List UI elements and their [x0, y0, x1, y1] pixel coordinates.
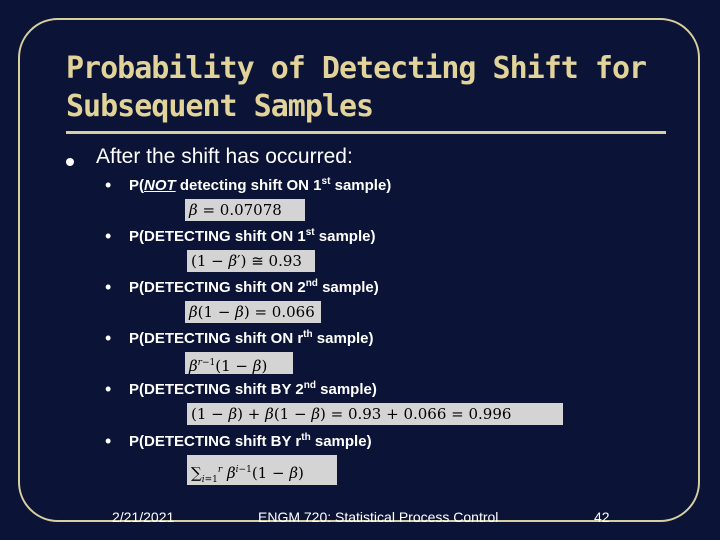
item-text: P(DETECTING shift BY 2nd sample)	[129, 380, 377, 398]
bullet-icon: •	[105, 277, 112, 297]
emphasis-not: NOT	[144, 177, 176, 194]
formula-image: $\beta^{r-1}(1 - \beta)$	[185, 352, 293, 374]
item-text: P(DETECTING shift ON 1st sample)	[129, 227, 376, 245]
page-number: 42	[594, 509, 610, 525]
formula-image: $\sum_{i=1}^r$ $\beta^{i-1}(1 - \beta)$	[187, 455, 337, 485]
item-text: P(DETECTING shift BY $r^{th}$ sample)	[129, 432, 372, 450]
footer-course: ENGM 720: Statistical Process Control	[258, 509, 499, 525]
footer-date: 2/21/2021	[112, 509, 175, 525]
bullet-icon: •	[105, 175, 112, 195]
item-text: P(DETECTING shift ON $r^{th}$ sample)	[129, 329, 374, 347]
slide-title: Probability of Detecting Shift for Subsequent Samples	[66, 51, 647, 124]
bullet-icon	[66, 158, 74, 166]
formula-image: (1 − β′) ≅ 0.93	[187, 250, 315, 272]
formula-image: β = 0.07078	[185, 199, 305, 221]
item-text: P(NOT detecting shift ON 1st sample)	[129, 176, 392, 194]
formula-image: β(1 − β) = 0.066	[185, 301, 321, 323]
bullet-icon: •	[105, 431, 112, 451]
bullet-icon: •	[105, 379, 112, 399]
title-divider	[66, 131, 666, 134]
formula-image: (1 − β) + β(1 − β) = 0.93 + 0.066 = 0.996	[187, 403, 563, 425]
bullet-icon: •	[105, 328, 112, 348]
bullet-icon: •	[105, 226, 112, 246]
level1-text: After the shift has occurred:	[96, 145, 353, 168]
item-text: P(DETECTING shift ON 2nd sample)	[129, 278, 379, 296]
